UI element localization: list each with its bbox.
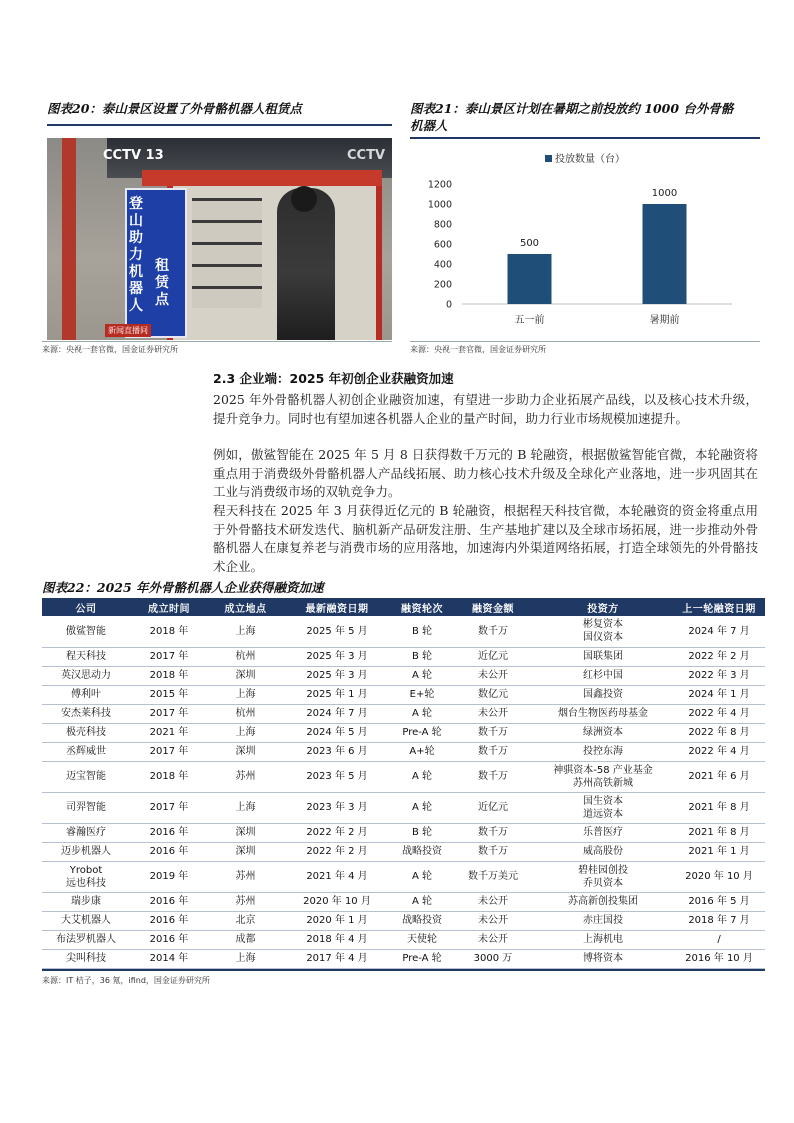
- table-cell: /: [673, 930, 765, 949]
- rental-point-photo: [47, 138, 392, 340]
- table-cell: 近亿元: [453, 792, 533, 823]
- table-cell: A 轮: [391, 792, 453, 823]
- table-cell: 2021 年 8 月: [673, 792, 765, 823]
- table-cell: 2016 年: [130, 842, 208, 861]
- table-cell: 2025 年 1 月: [283, 685, 391, 704]
- table-cell-line: 碧桂园创投: [578, 864, 628, 876]
- table-row: [42, 685, 765, 704]
- table-cell-line: 国生资本: [583, 795, 623, 807]
- table-cell: 深圳: [208, 823, 283, 842]
- table-row: [42, 704, 765, 723]
- table-cell: 数千万: [453, 761, 533, 792]
- table-cell: 2020 年 1 月: [283, 911, 391, 930]
- table-cell: A 轮: [391, 892, 453, 911]
- y-tick-label: 1000: [427, 199, 452, 211]
- data-label: 1000: [651, 188, 678, 199]
- table-cell: 乐普医疗: [533, 823, 673, 842]
- table-cell: 上海机电: [533, 930, 673, 949]
- figure-20-bottom-rule: [42, 341, 392, 342]
- cctv-logo: CCTV 13: [103, 148, 164, 163]
- table-cell-line: 道远资本: [583, 808, 623, 820]
- table-cell: 2021 年 4 月: [283, 861, 391, 892]
- table-cell: 2017 年: [130, 742, 208, 761]
- y-tick-label: 800: [433, 219, 452, 231]
- table-cell: 未公开: [453, 930, 533, 949]
- table-cell: 傲鲨智能: [42, 616, 130, 647]
- table-cell: 战略投资: [391, 911, 453, 930]
- y-tick-label: 200: [433, 279, 452, 291]
- table-header-cell: 投资方: [533, 598, 673, 616]
- table-cell-line: 远也科技: [66, 877, 106, 889]
- table-cell: 国鑫投资: [533, 685, 673, 704]
- table-header-row: [42, 598, 765, 616]
- table-cell: 布法罗机器人: [42, 930, 130, 949]
- legend-label: 投放数量（台）: [555, 154, 625, 165]
- table-cell: 赤庄国投: [533, 911, 673, 930]
- table-cell-line: 神骐资本-58 产业基金: [553, 764, 653, 776]
- table-cell: 2014 年: [130, 949, 208, 968]
- table-cell: 苏州: [208, 761, 283, 792]
- table-cell: [533, 861, 673, 892]
- x-tick-label: 五一前: [514, 315, 545, 326]
- table-cell: 傅利叶: [42, 685, 130, 704]
- table-row: [42, 616, 765, 647]
- table-header-cell: 公司: [42, 598, 130, 616]
- table-row: [42, 792, 765, 823]
- figure-21-title-line1: 图表21：泰山景区计划在暑期之前投放约 1000 台外骨骼: [410, 101, 734, 116]
- table-cell: 数千万: [453, 842, 533, 861]
- table-cell: 2024 年 7 月: [673, 616, 765, 647]
- table-cell: E+轮: [391, 685, 453, 704]
- table-cell: 2017 年: [130, 704, 208, 723]
- table-cell: 苏州: [208, 861, 283, 892]
- table-cell: 近亿元: [453, 647, 533, 666]
- table-cell: 2022 年 2 月: [673, 647, 765, 666]
- table-cell: B 轮: [391, 647, 453, 666]
- table-cell: 2024 年 7 月: [283, 704, 391, 723]
- legend-swatch: [545, 155, 552, 162]
- table-row: [42, 911, 765, 930]
- table-cell: 2016 年 5 月: [673, 892, 765, 911]
- table-cell: 战略投资: [391, 842, 453, 861]
- table-cell: 3000 万: [453, 949, 533, 968]
- table-cell: 未公开: [453, 704, 533, 723]
- table-cell: 2020 年 10 月: [283, 892, 391, 911]
- table-cell: 未公开: [453, 892, 533, 911]
- table-row: [42, 949, 765, 968]
- table-header-cell: 最新融资日期: [283, 598, 391, 616]
- table-cell: B 轮: [391, 616, 453, 647]
- table-cell: 数亿元: [453, 685, 533, 704]
- table-cell: 杭州: [208, 704, 283, 723]
- table-cell: 数千万: [453, 723, 533, 742]
- table-cell: 瑞步康: [42, 892, 130, 911]
- table-row: [42, 723, 765, 742]
- table-cell: 2025 年 3 月: [283, 647, 391, 666]
- table-cell: 尖叫科技: [42, 949, 130, 968]
- table-cell: [42, 861, 130, 892]
- table-row: [42, 647, 765, 666]
- table-cell: 2025 年 5 月: [283, 616, 391, 647]
- deployment-bar-chart: [410, 138, 760, 340]
- table-header-cell: 上一轮融资日期: [673, 598, 765, 616]
- table-cell: 大艾机器人: [42, 911, 130, 930]
- table-cell-line: 彬复资本: [583, 619, 623, 631]
- table-cell: 2024 年 1 月: [673, 685, 765, 704]
- table-cell: 国联集团: [533, 647, 673, 666]
- rental-sign-text-2: 租赁点: [155, 258, 169, 308]
- figure-20-title: 图表20：泰山景区设置了外骨骼机器人租赁点: [47, 101, 302, 116]
- table-header-cell: 融资金额: [453, 598, 533, 616]
- table-cell-line: 乔贝资本: [583, 877, 623, 889]
- table-row: [42, 930, 765, 949]
- paragraph-3: 程天科技在 2025 年 3 月获得近亿元的 B 轮融资，根据程天科技官微，本轮融资的资金将重点用于外骨骼技术研发迭代、脑机新产品研发注册、生产基地扩建以及全球市场拓展，进一步推动外骨骼机器人在康复养老与消费市场的应用落地，加速海内外渠道网络拓展，打造全球领先的外骨骼技术企业。: [213, 503, 758, 574]
- table-cell: 数千万美元: [453, 861, 533, 892]
- table-cell: 2021 年 6 月: [673, 761, 765, 792]
- table-cell: 上海: [208, 723, 283, 742]
- table-cell: 北京: [208, 911, 283, 930]
- table-cell: 苏高新创投集团: [533, 892, 673, 911]
- table-cell: 极壳科技: [42, 723, 130, 742]
- table-cell: 上海: [208, 792, 283, 823]
- table-cell: 2022 年 3 月: [673, 666, 765, 685]
- table-cell: 数千万: [453, 823, 533, 842]
- table-cell: 成都: [208, 930, 283, 949]
- table-row: [42, 761, 765, 792]
- table-cell: 睿瀚医疗: [42, 823, 130, 842]
- table-cell: 2021 年 8 月: [673, 823, 765, 842]
- table-cell: 数千万: [453, 742, 533, 761]
- table-cell: Pre-A 轮: [391, 723, 453, 742]
- table-row: [42, 892, 765, 911]
- table-cell: 英汉思动力: [42, 666, 130, 685]
- table-cell: 程天科技: [42, 647, 130, 666]
- table-cell: A+轮: [391, 742, 453, 761]
- table-cell: 2025 年 3 月: [283, 666, 391, 685]
- table-cell: 上海: [208, 685, 283, 704]
- data-label: 500: [519, 238, 540, 249]
- paragraph-1: 2025 年外骨骼机器人初创企业融资加速，有望进一步助力企业拓展产品线，以及核心技术升级，提升竞争力。同时也有望加速各机器人企业的量产时间，助力行业市场规模加速提升。: [213, 392, 758, 426]
- table-cell: 2016 年: [130, 823, 208, 842]
- table-cell-line: Yrobot: [69, 864, 103, 876]
- table-cell: A 轮: [391, 704, 453, 723]
- bar-1: [643, 204, 687, 304]
- paragraph-2: 例如，傲鲨智能在 2025 年 5 月 8 日获得数千万元的 B 轮融资，根据傲鲨智能官微，本轮融资将重点用于消费级外骨骼机器人产品线拓展、助力核心技术升级及全球化产业落地，进一步巩固其在工业与消费级市场的双轨竞争力。: [213, 447, 758, 499]
- table-cell: 迈宝智能: [42, 761, 130, 792]
- table-cell: 2017 年 4 月: [283, 949, 391, 968]
- figure-20-rule: [47, 124, 392, 126]
- table-cell: 2018 年: [130, 666, 208, 685]
- table-cell: 2015 年: [130, 685, 208, 704]
- rental-sign-text: 登山助力机器人: [129, 196, 143, 314]
- figure-21-source: 来源：央视一套官微，国金证券研究所: [410, 345, 546, 354]
- table-cell: 2021 年 1 月: [673, 842, 765, 861]
- financing-table: [42, 598, 765, 969]
- table-cell: [533, 761, 673, 792]
- table-cell: 2022 年 8 月: [673, 723, 765, 742]
- table-cell: Pre-A 轮: [391, 949, 453, 968]
- table-cell: 2018 年: [130, 616, 208, 647]
- table-cell: A 轮: [391, 861, 453, 892]
- table-cell: 天使轮: [391, 930, 453, 949]
- table-cell: 烟台生物医药母基金: [533, 704, 673, 723]
- table-cell: 2018 年: [130, 761, 208, 792]
- y-tick-label: 400: [433, 259, 452, 271]
- table-cell: [533, 616, 673, 647]
- table-cell: 2016 年: [130, 892, 208, 911]
- table-cell: 2018 年 4 月: [283, 930, 391, 949]
- table-cell: 2020 年 10 月: [673, 861, 765, 892]
- table-cell: 数千万: [453, 616, 533, 647]
- table-row: [42, 823, 765, 842]
- table-row: [42, 842, 765, 861]
- table-cell: 杭州: [208, 647, 283, 666]
- table-cell: 2017 年: [130, 647, 208, 666]
- cctv-logo-right: CCTV: [347, 148, 386, 163]
- table-cell: 博将资本: [533, 949, 673, 968]
- table-cell: 迈步机器人: [42, 842, 130, 861]
- table-cell: 2016 年: [130, 911, 208, 930]
- table-cell: 2017 年: [130, 792, 208, 823]
- table-cell: 威高股份: [533, 842, 673, 861]
- table-cell: 2019 年: [130, 861, 208, 892]
- table-cell: 2024 年 5 月: [283, 723, 391, 742]
- table-cell-line: 苏州高铁新城: [573, 777, 633, 789]
- y-tick-label: 600: [433, 239, 452, 251]
- table-cell: 2022 年 2 月: [283, 823, 391, 842]
- table-cell: 2016 年 10 月: [673, 949, 765, 968]
- y-tick-label: 0: [445, 299, 452, 311]
- table-cell: 2016 年: [130, 930, 208, 949]
- table-cell: 未公开: [453, 666, 533, 685]
- table-header-cell: 成立时间: [130, 598, 208, 616]
- table-cell: A 轮: [391, 666, 453, 685]
- y-tick-label: 1200: [427, 179, 452, 191]
- figure-21-title-line2: 机器人: [410, 118, 448, 133]
- figure-22-title: 图表22：2025 年外骨骼机器人企业获得融资加速: [42, 580, 324, 595]
- table-cell: 红杉中国: [533, 666, 673, 685]
- table-row: [42, 742, 765, 761]
- bar-0: [508, 254, 552, 304]
- table-cell: 丞辉威世: [42, 742, 130, 761]
- figure-22-source: 来源：IT 桔子，36 氪，ifind，国金证券研究所: [42, 976, 210, 985]
- x-tick-label: 暑期前: [649, 315, 680, 326]
- news-tag: 新闻直播间: [105, 324, 151, 337]
- table-cell: A 轮: [391, 761, 453, 792]
- table-cell: 2021 年: [130, 723, 208, 742]
- figure-20-source: 来源：央视一套官微，国金证券研究所: [42, 345, 178, 354]
- table-cell: 2022 年 2 月: [283, 842, 391, 861]
- table-cell: B 轮: [391, 823, 453, 842]
- table-header-cell: 成立地点: [208, 598, 283, 616]
- table-cell: 2022 年 4 月: [673, 704, 765, 723]
- table-row: [42, 861, 765, 892]
- table-cell: 深圳: [208, 666, 283, 685]
- table-cell: 2018 年 7 月: [673, 911, 765, 930]
- table-cell: 深圳: [208, 742, 283, 761]
- table-cell: 苏州: [208, 892, 283, 911]
- section-heading: 2.3 企业端：2025 年初创企业获融资加速: [213, 371, 454, 386]
- table-cell: 上海: [208, 949, 283, 968]
- table-cell: 2022 年 4 月: [673, 742, 765, 761]
- table-cell: 未公开: [453, 911, 533, 930]
- figure-21-bottom-rule: [410, 341, 760, 342]
- table-cell: 安杰莱科技: [42, 704, 130, 723]
- table-cell: 投控东海: [533, 742, 673, 761]
- table-row: [42, 666, 765, 685]
- table-cell: 上海: [208, 616, 283, 647]
- table-cell: 司羿智能: [42, 792, 130, 823]
- table-cell: [533, 792, 673, 823]
- table-header-cell: 融资轮次: [391, 598, 453, 616]
- table-cell: 2023 年 5 月: [283, 761, 391, 792]
- table-cell: 2023 年 6 月: [283, 742, 391, 761]
- table-cell: 绿洲资本: [533, 723, 673, 742]
- table-cell: 2023 年 3 月: [283, 792, 391, 823]
- table-cell: 深圳: [208, 842, 283, 861]
- table-cell-line: 国仪资本: [583, 632, 623, 644]
- table-bottom-rule: [42, 969, 765, 971]
